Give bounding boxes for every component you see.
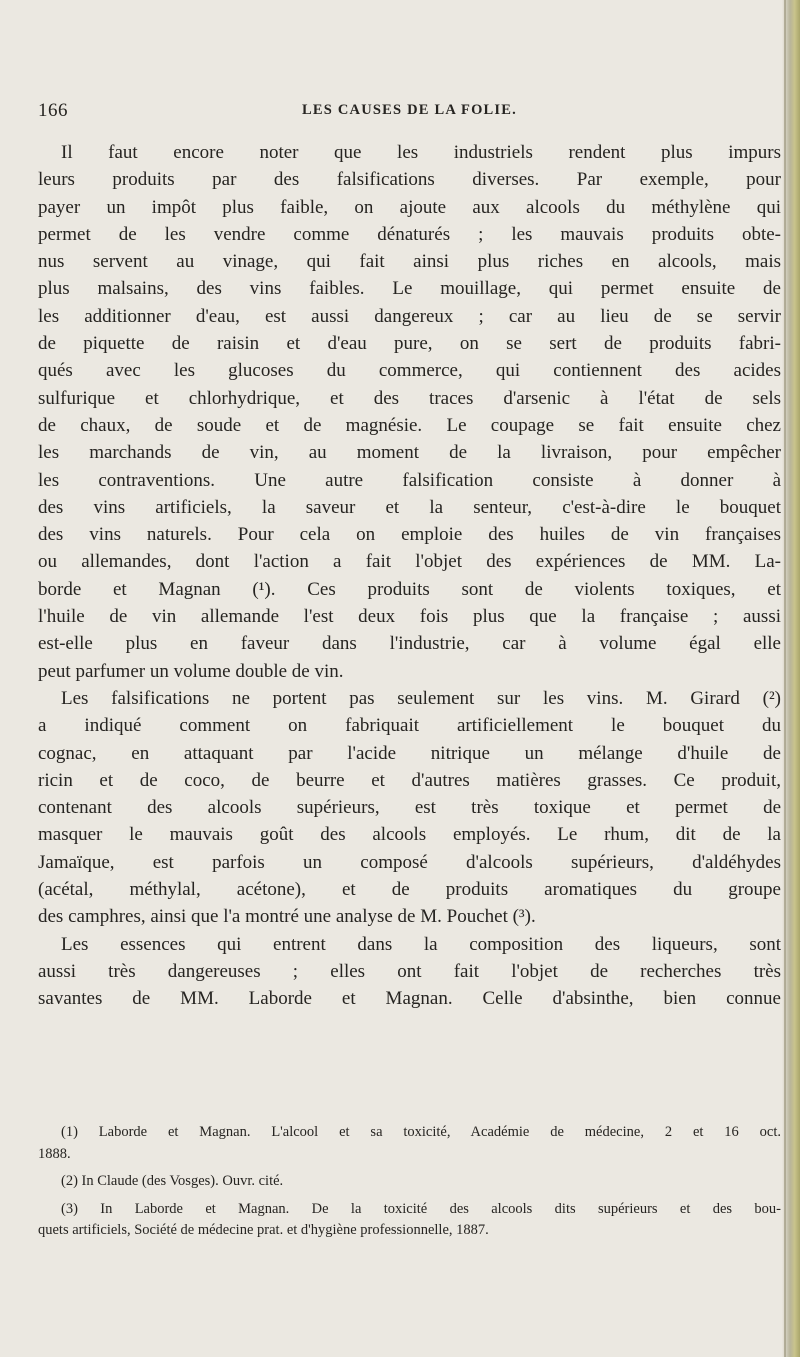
text-line: de piquette de raisin et d'eau pure, on se sert de produits fabri- bbox=[38, 333, 781, 355]
text-line: a indiqué comment on fabriquait artificiellement le bouquet du bbox=[38, 715, 781, 737]
text-line: (acétal, méthylal, acétone), et de produits aromatiques du groupe bbox=[38, 879, 781, 901]
text-line: les marchands de vin, au moment de la livraison, pour empêcher bbox=[38, 442, 781, 464]
text-line: des camphres, ainsi que l'a montré une analyse de M. Pouchet (³). bbox=[38, 906, 536, 928]
text-line: masquer le mauvais goût des alcools employés. Le rhum, dit de la bbox=[38, 824, 781, 846]
text-line: est-elle plus en faveur dans l'industrie, car à volume égal elle bbox=[38, 633, 781, 655]
text-line: Jamaïque, est parfois un composé d'alcools supérieurs, d'aldéhydes bbox=[38, 851, 781, 873]
text-line: aussi très dangereuses ; elles ont fait l'objet de recherches très bbox=[38, 960, 781, 982]
footnotes bbox=[38, 1122, 781, 1242]
page-header bbox=[38, 100, 781, 126]
text-line: ou allemandes, dont l'action a fait l'objet des expériences de MM. La- bbox=[38, 551, 781, 573]
text-line: Il faut encore noter que les industriels rendent plus impurs bbox=[61, 142, 781, 163]
page-edge-line bbox=[784, 0, 786, 1357]
text-line: borde et Magnan (¹). Ces produits sont de violents toxiques, et bbox=[38, 578, 781, 600]
text-line: permet de les vendre comme dénaturés ; les mauvais produits obte- bbox=[38, 223, 781, 245]
text-line: de chaux, de soude et de magnésie. Le coupage se fait ensuite chez bbox=[38, 414, 781, 436]
text-line: ricin et de coco, de beurre et d'autres matières grasses. Ce produit, bbox=[38, 769, 781, 791]
text-line: cognac, en attaquant par l'acide nitrique un mélange d'huile de bbox=[38, 742, 781, 764]
body-text bbox=[38, 139, 781, 1013]
text-line: sulfurique et chlorhydrique, et des traces d'arsenic à l'état de sels bbox=[38, 387, 781, 409]
text-line: Les falsifications ne portent pas seulement sur les vins. M. Girard (²) bbox=[61, 687, 781, 709]
text-line: leurs produits par des falsifications diverses. Par exemple, pour bbox=[38, 169, 781, 191]
footnote-1: (1) Laborde et Magnan. L'alcool et sa toxicité, Académie de médecine, 2 et 16 oct. bbox=[61, 1124, 781, 1140]
text-line: les additionner d'eau, est aussi dangereux ; car au lieu de se servir bbox=[38, 305, 781, 327]
footnote-3: (3) In Laborde et Magnan. De la toxicité des alcools dits supérieurs et des bou- bbox=[61, 1200, 781, 1217]
footnote-1-continuation: 1888. bbox=[38, 1145, 71, 1162]
footnote-2: (2) In Claude (des Vosges). Ouvr. cité. bbox=[61, 1173, 284, 1190]
page-number: 166 bbox=[38, 100, 68, 121]
text-line: nus servent au vinage, qui fait ainsi plus riches en alcools, mais bbox=[38, 251, 781, 273]
text-line: contenant des alcools supérieurs, est très toxique et permet de bbox=[38, 797, 781, 819]
text-line: Les essences qui entrent dans la composition des liqueurs, sont bbox=[61, 933, 781, 955]
footnote-3-continuation: quets artificiels, Société de médecine prat. et d'hygiène professionnelle, 1887. bbox=[38, 1222, 489, 1239]
text-line: savantes de MM. Laborde et Magnan. Celle d'absinthe, bien connue bbox=[38, 988, 781, 1010]
text-line: qués avec les glucoses du commerce, qui contiennent des acides bbox=[38, 360, 781, 382]
running-title: LES CAUSES DE LA FOLIE. bbox=[302, 102, 517, 118]
text-line: peut parfumer un volume double de vin. bbox=[38, 660, 344, 682]
text-line: les contraventions. Une autre falsification consiste à donner à bbox=[38, 469, 781, 491]
text-line: des vins naturels. Pour cela on emploie des huiles de vin françaises bbox=[38, 524, 781, 546]
text-line: payer un impôt plus faible, on ajoute aux alcools du méthylène qui bbox=[38, 196, 781, 218]
text-line: l'huile de vin allemande l'est deux fois plus que la française ; aussi bbox=[38, 606, 781, 628]
text-line: des vins artificiels, la saveur et la senteur, c'est-à-dire le bouquet bbox=[38, 496, 781, 518]
text-line: plus malsains, des vins faibles. Le mouillage, qui permet ensuite de bbox=[38, 278, 781, 300]
